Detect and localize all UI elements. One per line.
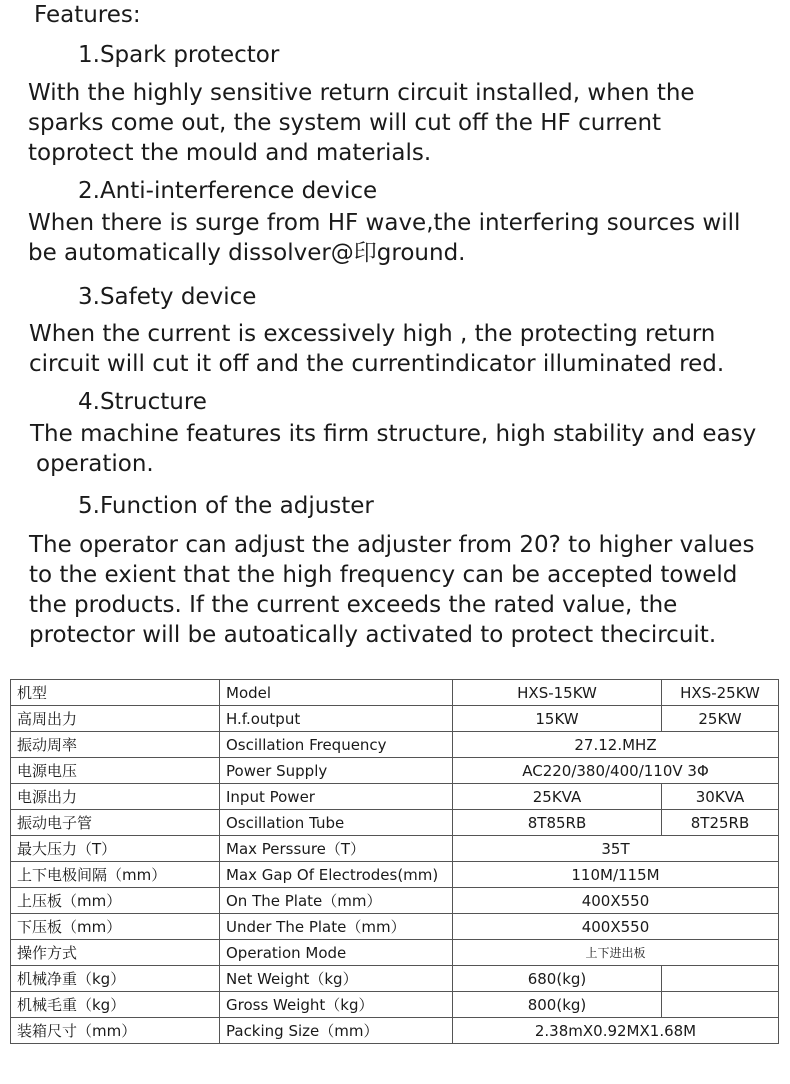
table-row [11, 784, 779, 810]
feature-description [30, 419, 756, 479]
feature-description [29, 319, 724, 379]
spec-value: 25KVA [453, 784, 662, 810]
spec-value: 680(kg) [453, 966, 662, 992]
feature-line: sparks come out, the system will cut off the HF current [28, 110, 662, 136]
spec-value: AC220/380/400/110V 3Φ [453, 758, 779, 784]
table-row [11, 862, 779, 888]
table-row [11, 992, 779, 1018]
spec-value: 15KW [453, 706, 662, 732]
feature-title: 1.Spark protector [78, 42, 280, 68]
spec-label-en: Input Power [220, 784, 453, 810]
feature-line: the products. If the current exceeds the rated value, the [29, 592, 678, 618]
spec-label-en: Model [220, 680, 453, 706]
spec-value: 上下进出板 [453, 940, 779, 966]
feature-line: The machine features its firm structure, high stability and easy [30, 421, 757, 447]
feature-title: 5.Function of the adjuster [78, 493, 374, 519]
spec-value: 400X550 [453, 888, 779, 914]
feature-line: to the exient that the high frequency can be accepted toweld [29, 562, 738, 588]
spec-value: 800(kg) [453, 992, 662, 1018]
spec-label-en: Max Perssure（T） [220, 836, 453, 862]
feature-line: operation. [36, 451, 154, 477]
spec-label-en: Oscillation Tube [220, 810, 453, 836]
feature-line: When the current is excessively high , the protecting return [29, 321, 716, 347]
spec-value: HXS-25KW [662, 680, 779, 706]
spec-label-cn: 电源出力 [11, 784, 220, 810]
spec-label-cn: 电源电压 [11, 758, 220, 784]
spec-label-en: Max Gap Of Electrodes(mm) [220, 862, 453, 888]
table-row [11, 706, 779, 732]
feature-description [29, 530, 754, 650]
spec-value: 110M/115M [453, 862, 779, 888]
table-row [11, 758, 779, 784]
feature-line: With the highly sensitive return circuit installed, when the [28, 80, 695, 106]
feature-line: circuit will cut it off and the currentindicator illuminated red. [29, 351, 725, 377]
spec-label-cn: 操作方式 [11, 940, 220, 966]
table-row [11, 836, 779, 862]
spec-value: 400X550 [453, 914, 779, 940]
feature-line: protector will be autoatically activated to protect thecircuit. [29, 622, 717, 648]
spec-label-en: Operation Mode [220, 940, 453, 966]
spec-value: 27.12.MHZ [453, 732, 779, 758]
features-heading: Features: [34, 2, 141, 28]
spec-value: 25KW [662, 706, 779, 732]
spec-value: 35T [453, 836, 779, 862]
spec-value: 8T25RB [662, 810, 779, 836]
spec-label-cn: 高周出力 [11, 706, 220, 732]
spec-label-cn: 下压板（mm） [11, 914, 220, 940]
spec-value: 8T85RB [453, 810, 662, 836]
table-row [11, 940, 779, 966]
spec-label-cn: 装箱尺寸（mm） [11, 1018, 220, 1044]
feature-line: The operator can adjust the adjuster from 20? to higher values [29, 532, 755, 558]
spec-label-cn: 上压板（mm） [11, 888, 220, 914]
feature-title: 4.Structure [78, 389, 207, 415]
spec-table [10, 679, 779, 1044]
feature-title: 2.Anti-interference device [78, 178, 378, 204]
spec-label-en: Net Weight（kg） [220, 966, 453, 992]
spec-label-en: On The Plate（mm） [220, 888, 453, 914]
table-row [11, 966, 779, 992]
spec-label-cn: 上下电极间隔（mm） [11, 862, 220, 888]
spec-label-cn: 振动电子管 [11, 810, 220, 836]
table-row [11, 810, 779, 836]
table-row [11, 888, 779, 914]
spec-label-cn: 机型 [11, 680, 220, 706]
table-row [11, 914, 779, 940]
feature-description [28, 78, 695, 168]
spec-label-cn: 机械毛重（kg） [11, 992, 220, 1018]
spec-label-en: Packing Size（mm） [220, 1018, 453, 1044]
spec-value [662, 966, 779, 992]
table-row [11, 732, 779, 758]
table-row [11, 1018, 779, 1044]
spec-label-en: Oscillation Frequency [220, 732, 453, 758]
feature-line: toprotect the mould and materials. [28, 140, 432, 166]
spec-value: 2.38mX0.92MX1.68M [453, 1018, 779, 1044]
spec-label-en: H.f.output [220, 706, 453, 732]
spec-label-cn: 振动周率 [11, 732, 220, 758]
spec-value [662, 992, 779, 1018]
spec-value: 30KVA [662, 784, 779, 810]
feature-line: When there is surge from HF wave,the interfering sources will [28, 210, 741, 236]
spec-label-en: Power Supply [220, 758, 453, 784]
feature-line: be automatically dissolver@印ground. [28, 240, 466, 266]
spec-label-en: Gross Weight（kg） [220, 992, 453, 1018]
feature-description [28, 208, 740, 268]
spec-label-cn: 最大压力（T） [11, 836, 220, 862]
table-row [11, 680, 779, 706]
feature-title: 3.Safety device [78, 284, 257, 310]
spec-value: HXS-15KW [453, 680, 662, 706]
spec-label-cn: 机械净重（kg） [11, 966, 220, 992]
spec-label-en: Under The Plate（mm） [220, 914, 453, 940]
